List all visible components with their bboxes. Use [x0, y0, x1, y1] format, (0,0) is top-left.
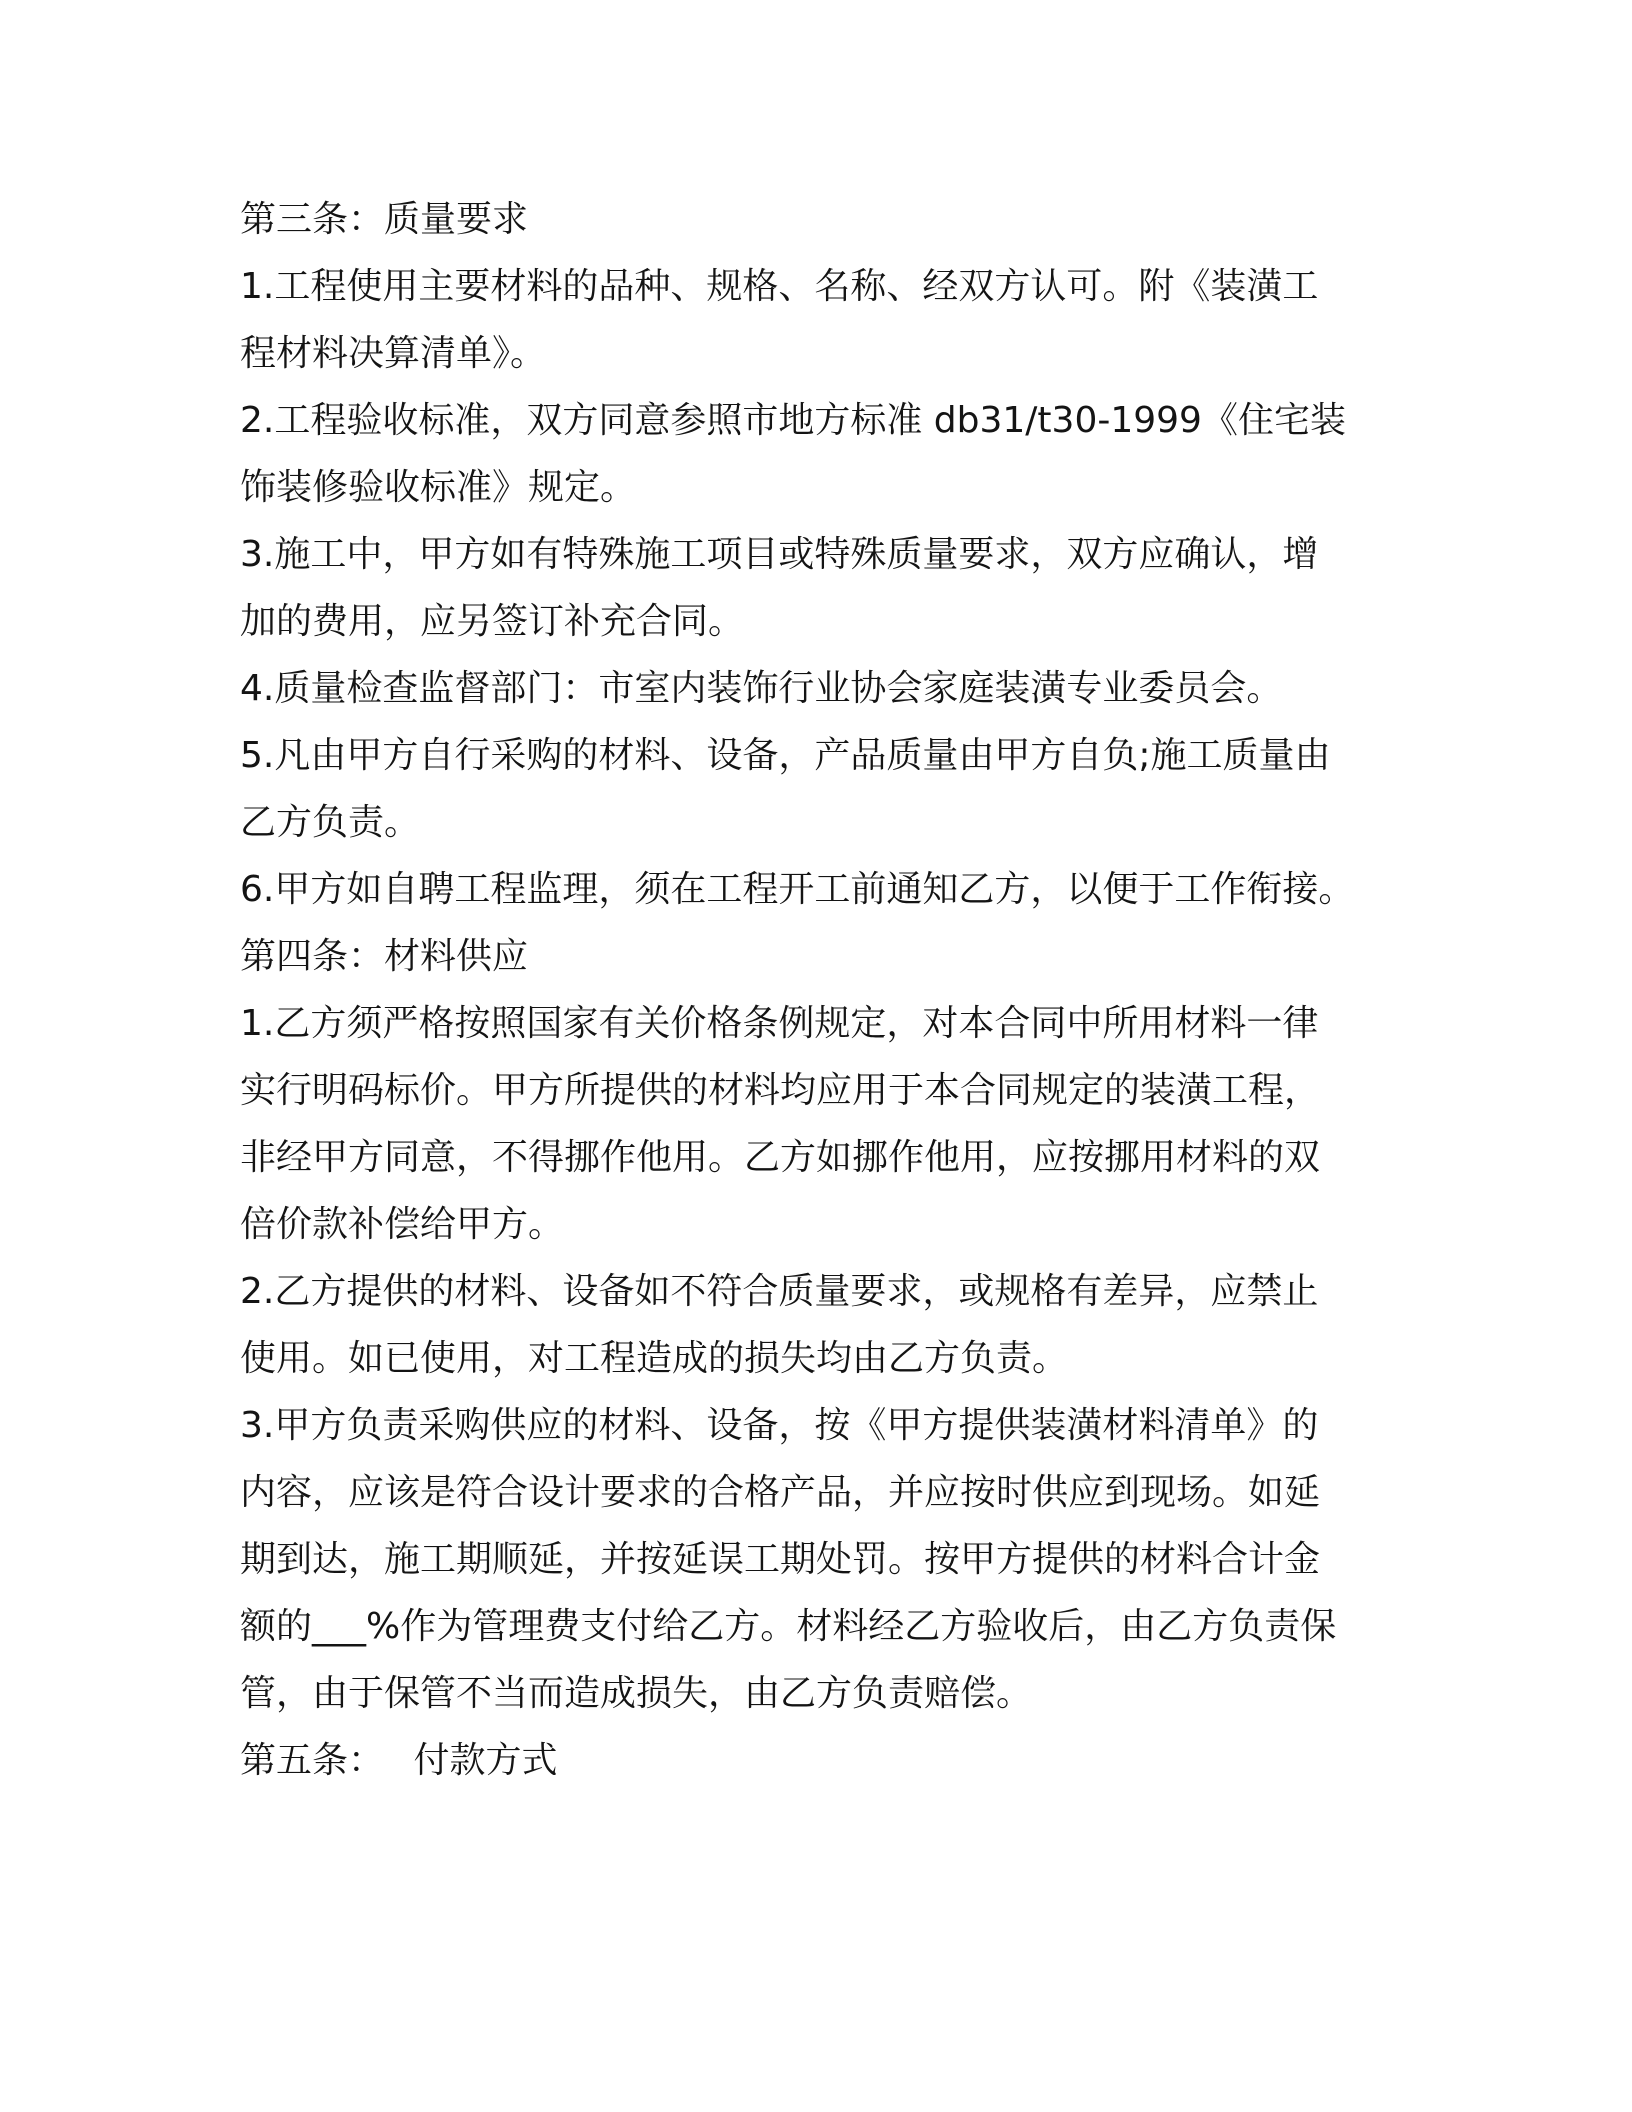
paragraph-line: 管，由于保管不当而造成损失，由乙方负责赔偿。 [240, 1673, 1033, 1714]
paragraph-line: 5.凡由甲方自行采购的材料、设备，产品质量由甲方自负;施工质量由 [240, 735, 1331, 776]
paragraph-line: 1.工程使用主要材料的品种、规格、名称、经双方认可。附《装潢工 [240, 266, 1319, 307]
paragraph-line: 3.施工中，甲方如有特殊施工项目或特殊质量要求，双方应确认，增 [240, 534, 1319, 575]
paragraph-line: 饰装修验收标准》规定。 [240, 467, 637, 508]
document-body [240, 186, 1400, 1794]
paragraph-line: 6.甲方如自聘工程监理，须在工程开工前通知乙方，以便于工作衔接。 [240, 869, 1355, 910]
section-heading-3: 第三条：质量要求 [240, 199, 529, 240]
paragraph-line: 内容，应该是符合设计要求的合格产品，并应按时供应到现场。如延 [240, 1472, 1321, 1513]
paragraph-line: 期到达，施工期顺延，并按延误工期处罚。按甲方提供的材料合计金 [240, 1539, 1321, 1580]
paragraph-line: 实行明码标价。甲方所提供的材料均应用于本合同规定的装潢工程， [240, 1070, 1321, 1111]
paragraph-line: 非经甲方同意，不得挪作他用。乙方如挪作他用，应按挪用材料的双 [240, 1137, 1321, 1178]
paragraph-line: 加的费用，应另签订补充合同。 [240, 601, 745, 642]
paragraph-line: 3.甲方负责采购供应的材料、设备，按《甲方提供装潢材料清单》的 [240, 1405, 1319, 1446]
paragraph-line: 额的___%作为管理费支付给乙方。材料经乙方验收后，由乙方负责保 [240, 1606, 1337, 1647]
paragraph-line: 倍价款补偿给甲方。 [240, 1204, 565, 1245]
paragraph-line: 使用。如已使用，对工程造成的损失均由乙方负责。 [240, 1338, 1069, 1379]
paragraph-line: 程材料决算清单》。 [240, 333, 547, 374]
section-heading-4: 第四条：材料供应 [240, 936, 529, 977]
section-heading-5: 第五条： 付款方式 [240, 1740, 558, 1781]
paragraph-line: 乙方负责。 [240, 802, 421, 843]
paragraph-line: 4.质量检查监督部门：市室内装饰行业协会家庭装潢专业委员会。 [240, 668, 1283, 709]
paragraph-line: 2.工程验收标准，双方同意参照市地方标准 db31/t30-1999《住宅装 [240, 400, 1346, 441]
paragraph-line: 2.乙方提供的材料、设备如不符合质量要求，或规格有差异，应禁止 [240, 1271, 1319, 1312]
paragraph-line: 1.乙方须严格按照国家有关价格条例规定，对本合同中所用材料一律 [240, 1003, 1319, 1044]
